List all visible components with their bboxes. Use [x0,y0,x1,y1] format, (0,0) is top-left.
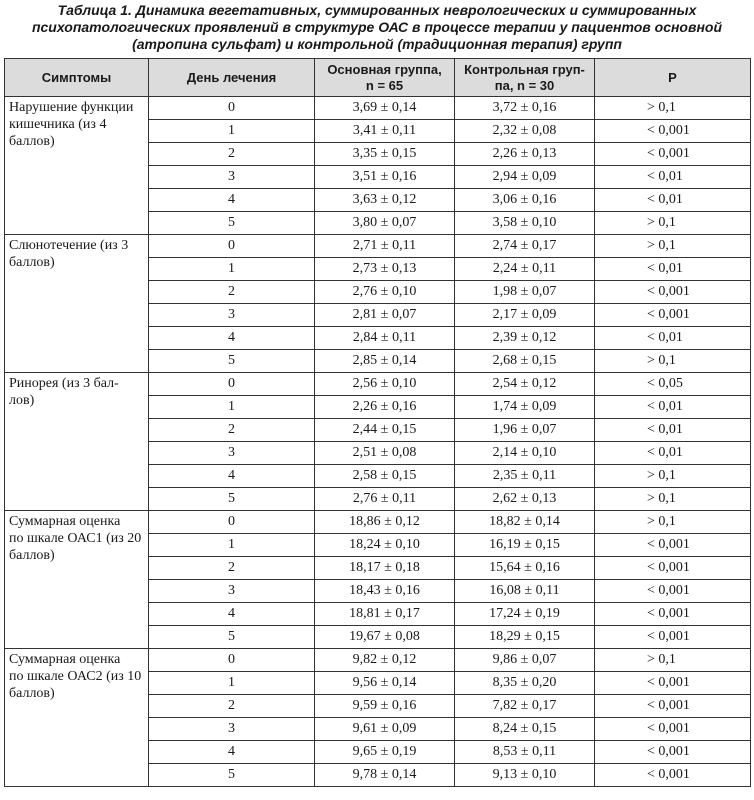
control-group-cell: 17,24 ± 0,19 [455,603,595,626]
control-group-cell: 1,98 ± 0,07 [455,281,595,304]
main-group-cell: 9,59 ± 0,16 [315,695,455,718]
p-value-cell: < 0,001 [595,603,751,626]
day-cell: 4 [149,327,315,350]
control-group-cell: 2,62 ± 0,13 [455,488,595,511]
control-group-cell: 8,35 ± 0,20 [455,672,595,695]
main-group-cell: 19,67 ± 0,08 [315,626,455,649]
control-group-cell: 2,94 ± 0,09 [455,166,595,189]
p-value-cell: < 0,001 [595,534,751,557]
day-cell: 5 [149,626,315,649]
day-cell: 1 [149,672,315,695]
symptom-cell: Слюнотечение (из 3 баллов) [5,235,149,373]
control-group-cell: 16,08 ± 0,11 [455,580,595,603]
header-main-line2: n = 65 [365,77,404,93]
table-row [5,373,751,396]
main-group-cell: 2,56 ± 0,10 [315,373,455,396]
day-cell: 0 [149,235,315,258]
p-value-cell: < 0,001 [595,718,751,741]
p-value-cell: < 0,01 [595,396,751,419]
main-group-cell: 2,76 ± 0,11 [315,488,455,511]
control-group-cell: 2,26 ± 0,13 [455,143,595,166]
main-group-cell: 2,84 ± 0,11 [315,327,455,350]
main-group-cell: 3,51 ± 0,16 [315,166,455,189]
control-group-cell: 18,82 ± 0,14 [455,511,595,534]
day-cell: 5 [149,764,315,787]
day-cell: 2 [149,695,315,718]
day-cell: 1 [149,396,315,419]
p-value-cell: < 0,001 [595,672,751,695]
p-value-cell: < 0,001 [595,143,751,166]
main-group-cell: 18,86 ± 0,12 [315,511,455,534]
day-cell: 3 [149,304,315,327]
p-value-cell: < 0,01 [595,166,751,189]
day-cell: 3 [149,580,315,603]
table-row [5,649,751,672]
header-control-line2: па, n = 30 [494,77,555,93]
day-cell: 0 [149,511,315,534]
control-group-cell: 2,35 ± 0,11 [455,465,595,488]
p-value-cell: > 0,1 [595,511,751,534]
main-group-cell: 2,71 ± 0,11 [315,235,455,258]
p-value-cell: < 0,01 [595,189,751,212]
header-control-group [455,59,595,97]
day-cell: 1 [149,534,315,557]
main-group-cell: 3,35 ± 0,15 [315,143,455,166]
day-cell: 2 [149,143,315,166]
main-group-cell: 2,44 ± 0,15 [315,419,455,442]
control-group-cell: 1,96 ± 0,07 [455,419,595,442]
control-group-cell: 2,54 ± 0,12 [455,373,595,396]
day-cell: 3 [149,166,315,189]
header-p: P [595,59,751,97]
control-group-cell: 2,68 ± 0,15 [455,350,595,373]
control-group-cell: 2,24 ± 0,11 [455,258,595,281]
header-control-line1: Контрольная груп- [464,61,585,77]
control-group-cell: 2,14 ± 0,10 [455,442,595,465]
main-group-cell: 2,26 ± 0,16 [315,396,455,419]
p-value-cell: < 0,05 [595,373,751,396]
control-group-cell: 9,13 ± 0,10 [455,764,595,787]
control-group-cell: 2,32 ± 0,08 [455,120,595,143]
p-value-cell: < 0,001 [595,741,751,764]
table-row [5,235,751,258]
control-group-cell: 18,29 ± 0,15 [455,626,595,649]
main-group-cell: 18,81 ± 0,17 [315,603,455,626]
day-cell: 2 [149,281,315,304]
main-group-cell: 9,82 ± 0,12 [315,649,455,672]
caption-line: Таблица 1. Динамика вегетативных, суммированных неврологических и суммированных [57,2,697,18]
control-group-cell: 2,74 ± 0,17 [455,235,595,258]
data-table [4,58,751,787]
main-group-cell: 9,78 ± 0,14 [315,764,455,787]
main-group-cell: 2,58 ± 0,15 [315,465,455,488]
caption-line: (атропина сульфат) и контрольной (традиционная терапия) групп [132,36,622,52]
p-value-cell: < 0,01 [595,442,751,465]
p-value-cell: > 0,1 [595,235,751,258]
p-value-cell: < 0,001 [595,764,751,787]
table-row [5,511,751,534]
control-group-cell: 9,86 ± 0,07 [455,649,595,672]
main-group-cell: 9,56 ± 0,14 [315,672,455,695]
control-group-cell: 7,82 ± 0,17 [455,695,595,718]
control-group-cell: 3,06 ± 0,16 [455,189,595,212]
main-group-cell: 18,24 ± 0,10 [315,534,455,557]
p-value-cell: < 0,001 [595,695,751,718]
header-symptoms: Симптомы [5,59,149,97]
day-cell: 2 [149,419,315,442]
p-value-cell: < 0,001 [595,281,751,304]
main-group-cell: 2,81 ± 0,07 [315,304,455,327]
day-cell: 3 [149,718,315,741]
control-group-cell: 8,24 ± 0,15 [455,718,595,741]
symptom-cell: Ринорея (из 3 бал- лов) [5,373,149,511]
p-value-cell: < 0,001 [595,120,751,143]
p-value-cell: < 0,001 [595,626,751,649]
p-value-cell: > 0,1 [595,465,751,488]
p-value-cell: > 0,1 [595,97,751,120]
day-cell: 5 [149,212,315,235]
day-cell: 4 [149,603,315,626]
day-cell: 5 [149,488,315,511]
header-main-line1: Основная группа, [327,61,442,77]
p-value-cell: < 0,01 [595,327,751,350]
day-cell: 4 [149,465,315,488]
p-value-cell: > 0,1 [595,488,751,511]
control-group-cell: 1,74 ± 0,09 [455,396,595,419]
p-value-cell: < 0,01 [595,258,751,281]
p-value-cell: < 0,001 [595,557,751,580]
table-caption [0,0,754,60]
header-main-group [315,59,455,97]
symptom-cell: Суммарная оценка по шкале ОАС2 (из 10 баллов) [5,649,149,787]
control-group-cell: 2,17 ± 0,09 [455,304,595,327]
day-cell: 1 [149,120,315,143]
p-value-cell: < 0,001 [595,304,751,327]
main-group-cell: 3,63 ± 0,12 [315,189,455,212]
p-value-cell: < 0,01 [595,419,751,442]
main-group-cell: 3,69 ± 0,14 [315,97,455,120]
caption-line: психопатологических проявлений в структуре ОАС в процессе терапии у пациентов основной [31,19,723,35]
p-value-cell: > 0,1 [595,350,751,373]
day-cell: 4 [149,741,315,764]
p-value-cell: > 0,1 [595,212,751,235]
p-value-cell: > 0,1 [595,649,751,672]
symptom-cell: Суммарная оценка по шкале ОАС1 (из 20 баллов) [5,511,149,649]
table-header [5,59,751,97]
day-cell: 3 [149,442,315,465]
main-group-cell: 18,43 ± 0,16 [315,580,455,603]
main-group-cell: 2,51 ± 0,08 [315,442,455,465]
p-value-cell: < 0,001 [595,580,751,603]
control-group-cell: 16,19 ± 0,15 [455,534,595,557]
day-cell: 5 [149,350,315,373]
main-group-cell: 2,85 ± 0,14 [315,350,455,373]
day-cell: 0 [149,373,315,396]
main-group-cell: 3,41 ± 0,11 [315,120,455,143]
main-group-cell: 9,61 ± 0,09 [315,718,455,741]
main-group-cell: 9,65 ± 0,19 [315,741,455,764]
table-row [5,97,751,120]
control-group-cell: 3,72 ± 0,16 [455,97,595,120]
control-group-cell: 2,39 ± 0,12 [455,327,595,350]
day-cell: 0 [149,97,315,120]
day-cell: 4 [149,189,315,212]
main-group-cell: 2,76 ± 0,10 [315,281,455,304]
day-cell: 0 [149,649,315,672]
header-day: День лечения [149,59,315,97]
table-body [5,97,751,787]
main-group-cell: 2,73 ± 0,13 [315,258,455,281]
main-group-cell: 3,80 ± 0,07 [315,212,455,235]
control-group-cell: 8,53 ± 0,11 [455,741,595,764]
day-cell: 2 [149,557,315,580]
day-cell: 1 [149,258,315,281]
symptom-cell: Нарушение функции кишечника (из 4 баллов) [5,97,149,235]
main-group-cell: 18,17 ± 0,18 [315,557,455,580]
control-group-cell: 15,64 ± 0,16 [455,557,595,580]
control-group-cell: 3,58 ± 0,10 [455,212,595,235]
